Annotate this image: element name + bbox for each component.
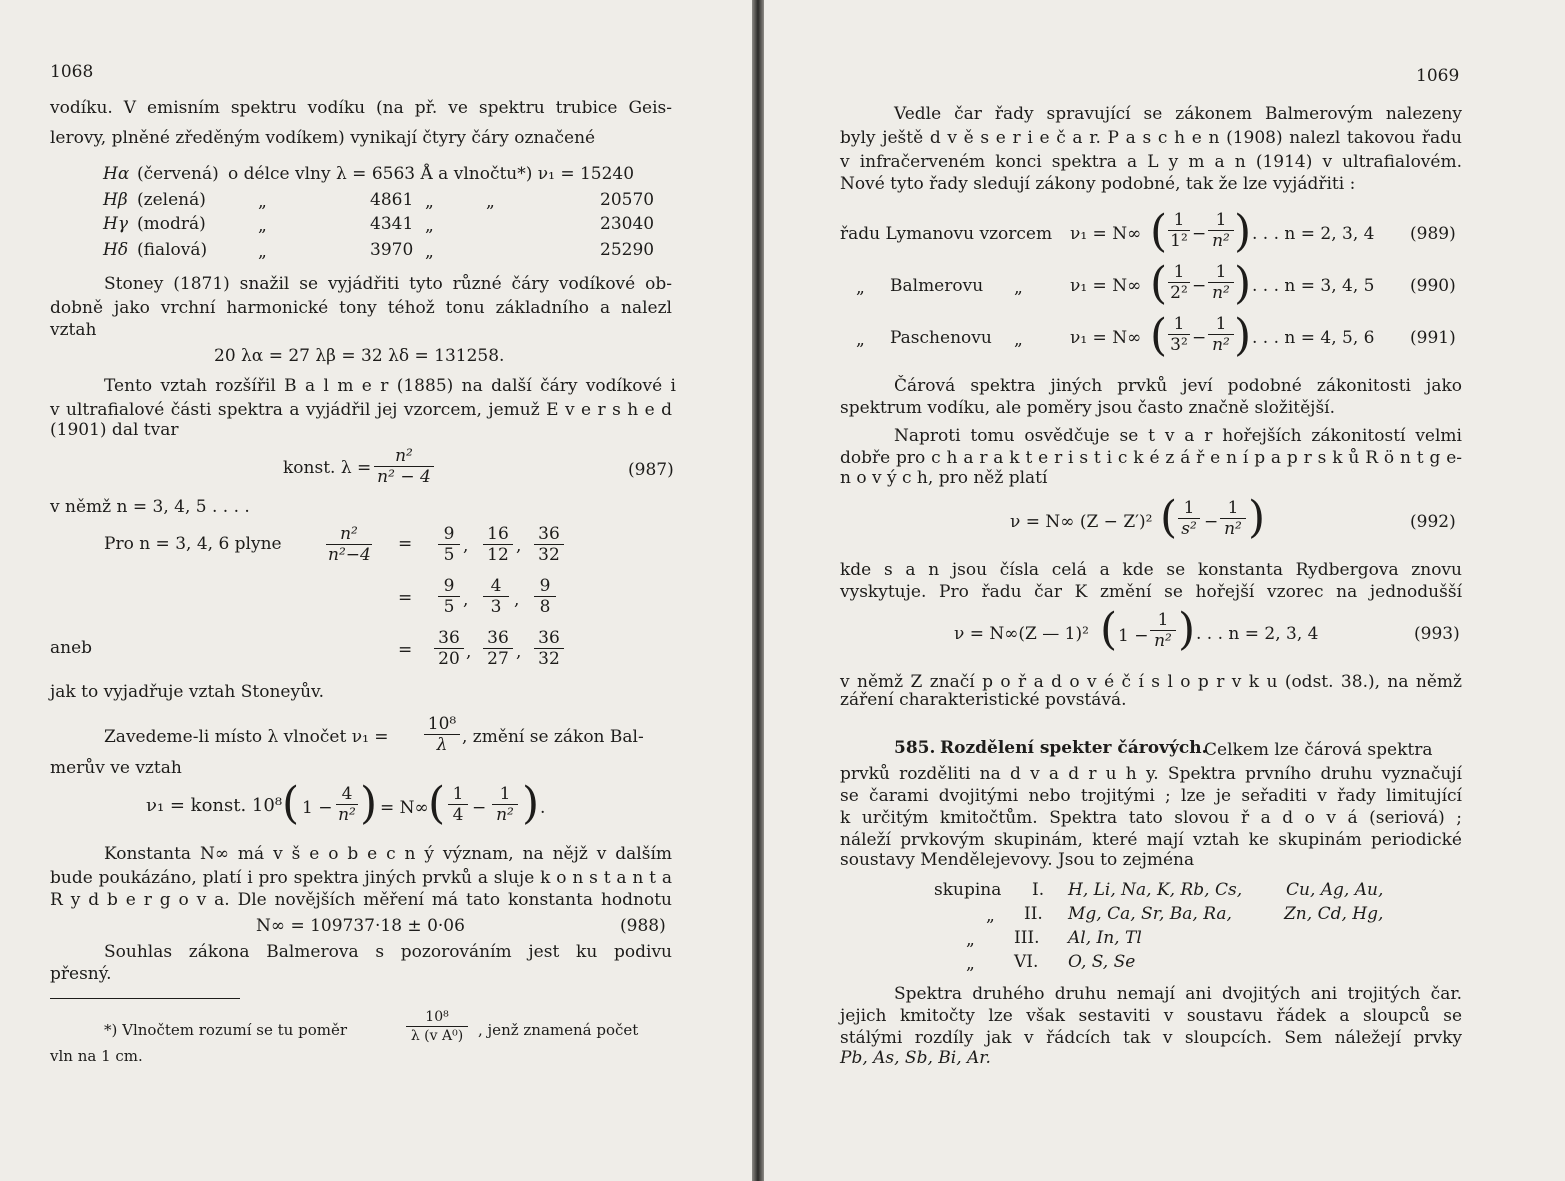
- paragraph-line: záření charakteristické povstává.: [840, 690, 1127, 710]
- parenthesis: ): [522, 778, 540, 829]
- group-label: „: [966, 954, 975, 974]
- footnote-rule: [50, 998, 240, 999]
- comma: ,: [514, 590, 520, 610]
- fraction: $\frac{\text{10⁸}}{\lambda}$: [424, 714, 460, 755]
- fraction: $\frac{1}{\text{s²}}$: [1178, 498, 1200, 539]
- parenthesis: ): [1234, 206, 1252, 257]
- comma: ,: [463, 590, 469, 610]
- fraction: $\frac{4}{3}$: [483, 576, 509, 617]
- paragraph-line: v ultrafialové části spektra a vyjádřil jej vzorcem, jemuž E v e r s h e d: [50, 400, 672, 420]
- line-symbol: Hα: [103, 164, 130, 184]
- paragraph-line: spektrum vodíku, ale poměry jsou často značně složitější.: [840, 398, 1336, 418]
- equation-number: (990): [1410, 276, 1456, 296]
- paragraph-line: v němž n = 3, 4, 5 . . . .: [50, 497, 250, 517]
- series-range: . . . n = 3, 4, 5: [1252, 276, 1375, 296]
- group-roman: III.: [1014, 928, 1040, 948]
- one: 1 −: [302, 798, 333, 818]
- line-wavelength: 4861: [370, 190, 414, 210]
- fraction: $\frac{36}{20}$: [434, 628, 464, 669]
- line-wavenumber: 25290: [600, 240, 655, 260]
- line-wavenumber: 23040: [600, 214, 655, 234]
- paragraph-line: kde s a n jsou čísla celá a kde se konstanta Rydbergova znovu: [840, 560, 1462, 580]
- footnote-line: vln na 1 cm.: [50, 1047, 143, 1065]
- parenthesis: (: [428, 778, 446, 829]
- series-lhs: ν₁ = N∞: [1070, 224, 1142, 244]
- fraction: $\frac{16}{12}$: [483, 524, 513, 565]
- paragraph-line: (1901) dal tvar: [50, 420, 179, 440]
- paragraph-line: Souhlas zákona Balmerova s pozorováním jest ku podivu: [104, 942, 672, 962]
- parenthesis: (: [1100, 604, 1118, 655]
- series-label: Balmerovu: [890, 276, 984, 296]
- parenthesis: ): [1234, 310, 1252, 361]
- fraction: $\frac{36}{32}$: [534, 628, 564, 669]
- parenthesis: ): [360, 778, 378, 829]
- equals-sign: =: [398, 534, 413, 554]
- footnote-line: , jenž znamená počet: [478, 1021, 639, 1039]
- page-number-right: 1069: [1416, 66, 1460, 86]
- equals-sign: =: [398, 588, 413, 608]
- paragraph-line: přesný.: [50, 964, 112, 984]
- equation-993-tail: . . . n = 2, 3, 4: [1196, 624, 1319, 644]
- comma: ,: [463, 536, 469, 556]
- one: 1 −: [1118, 626, 1149, 646]
- paragraph-line: bude poukázáno, platí i pro spektra jiných prvků a sluje k o n s t a n t a: [50, 868, 672, 888]
- group-elements-a: Al, In, Tl: [1068, 928, 1142, 948]
- series-range: . . . n = 4, 5, 6: [1252, 328, 1375, 348]
- ditto-mark: „: [258, 192, 267, 212]
- paragraph-line: vodíku. V emisním spektru vodíku (na př. ve spektru trubice Geis-: [50, 98, 672, 118]
- ditto-mark: „: [1014, 330, 1023, 350]
- parenthesis: (: [1160, 492, 1178, 543]
- ditto-mark: „: [425, 216, 434, 236]
- group-elements-a: Mg, Ca, Sr, Ba, Ra,: [1068, 904, 1232, 924]
- equation-number: (992): [1410, 512, 1456, 532]
- fraction: $\frac{36}{32}$: [534, 524, 564, 565]
- fraction: $\frac{1}{\text{3²}}$: [1168, 314, 1190, 355]
- equation-993-lhs: ν = N∞(Z — 1)²: [954, 624, 1089, 644]
- paragraph-line: prvků rozděliti na d v a d r u h y. Spektra prvního druhu vyznačují: [840, 764, 1462, 784]
- minus-sign: −: [472, 798, 487, 818]
- line-wavelength: 3970: [370, 240, 414, 260]
- fraction: $\frac{4}{\text{n²}}$: [336, 784, 358, 825]
- fraction: $\frac{1}{\text{n²}}$: [1208, 314, 1234, 355]
- paragraph-line: R y d b e r g o v a. Dle novějších měření má tato konstanta hodnotu: [50, 890, 672, 910]
- balmer-equation-mid: = N∞: [380, 798, 429, 818]
- left-page: [0, 0, 752, 1181]
- series-range: . . . n = 2, 3, 4: [1252, 224, 1375, 244]
- comma: ,: [466, 642, 472, 662]
- footnote-fraction: $\frac{\text{10⁸}}{\text{λ (v A⁰)}}$: [406, 1008, 468, 1045]
- paragraph-line: Čárová spektra jiných prvků jeví podobné zákonitosti jako: [894, 376, 1462, 396]
- paragraph-line: dobně jako vrchní harmonické tony téhož tonu základního a nalezl: [50, 298, 672, 318]
- parenthesis: (: [1150, 258, 1168, 309]
- book-gutter: [752, 0, 764, 1181]
- paragraph-line: v němž Z značí p o ř a d o v é č í s l o p r v k u (odst. 38.), na němž: [840, 672, 1462, 692]
- minus-sign: −: [1192, 328, 1207, 348]
- group-roman: VI.: [1014, 952, 1039, 972]
- parenthesis: (: [1150, 310, 1168, 361]
- paragraph-line: aneb: [50, 638, 93, 658]
- paragraph-line: Tento vztah rozšířil B a l m e r (1885) na další čáry vodíkové i: [104, 376, 676, 396]
- group-elements-a: O, S, Se: [1068, 952, 1136, 972]
- paragraph-line: Konstanta N∞ má v š e o b e c n ý význam, na nějž v dalším: [104, 844, 672, 864]
- section-title: Rozdělení spekter čárových.: [940, 738, 1208, 758]
- ditto-mark: „: [856, 330, 865, 350]
- series-label: Paschenovu: [890, 328, 992, 348]
- equation-number: (989): [1410, 224, 1456, 244]
- equation-988: N∞ = 109737·18 ± 0·06: [256, 916, 465, 936]
- paragraph-line: lerovy, plněné zředěným vodíkem) vynikají čtyry čáry označené: [50, 128, 596, 148]
- paragraph-line: v infračerveném konci spektra a L y m a n (1914) v ultrafialovém.: [840, 152, 1462, 172]
- line-color: (červená): [137, 164, 219, 184]
- line-symbol: Hγ: [103, 214, 128, 234]
- line-color: (zelená): [137, 190, 206, 210]
- paragraph-line: Nové tyto řady sledují zákony podobné, tak že lze vyjádřiti :: [840, 174, 1356, 194]
- minus-sign: −: [1192, 276, 1207, 296]
- footnote-line: *) Vlnočtem rozumí se tu poměr: [104, 1021, 347, 1039]
- equation-number: (988): [620, 916, 666, 936]
- paragraph-line: Celkem lze čárová spektra: [1204, 740, 1433, 760]
- parenthesis: (: [282, 778, 300, 829]
- group-elements-a: H, Li, Na, K, Rb, Cs,: [1068, 880, 1243, 900]
- fraction: $\frac{\text{n²}}{\text{n²−4}}$: [328, 524, 371, 565]
- paragraph-line: jak to vyjadřuje vztah Stoneyův.: [50, 682, 325, 702]
- fraction: $\frac{1}{\text{n²}}$: [492, 784, 518, 825]
- equation-number: (991): [1410, 328, 1456, 348]
- fraction: $\frac{9}{5}$: [438, 524, 460, 565]
- equation-992-lhs: ν = N∞ (Z − Z′)²: [1010, 512, 1153, 532]
- ditto-mark: „: [425, 192, 434, 212]
- line-color: (fialová): [137, 240, 208, 260]
- group-label: „: [966, 930, 975, 950]
- fraction: $\frac{9}{5}$: [438, 576, 460, 617]
- fraction: $\frac{1}{\text{2²}}$: [1168, 262, 1190, 303]
- section-number: 585.: [894, 738, 936, 758]
- line-symbol: Hδ: [103, 240, 129, 260]
- page-number-left: 1068: [50, 62, 94, 82]
- group-roman: II.: [1024, 904, 1043, 924]
- parenthesis: ): [1178, 604, 1196, 655]
- ditto-mark: „: [258, 242, 267, 262]
- equation-987-fraction: $\frac{\text{n²}}{\text{n² − 4}}$: [374, 446, 434, 487]
- right-page: [764, 0, 1565, 1181]
- paragraph-line: merův ve vztah: [50, 758, 182, 778]
- ditto-mark: „: [258, 216, 267, 236]
- paragraph-line: Naproti tomu osvědčuje se t v a r hořejších zákonitostí velmi: [894, 426, 1462, 446]
- parenthesis: ): [1248, 492, 1266, 543]
- line-wavelength: 4341: [370, 214, 414, 234]
- paragraph-line: soustavy Mendělejevovy. Jsou to zejména: [840, 850, 1195, 870]
- fraction: $\frac{9}{8}$: [534, 576, 556, 617]
- group-elements-b: Cu, Ag, Au,: [1286, 880, 1384, 900]
- paragraph-line: se čarami dvojitými nebo trojitými ; lze je seřaditi v řady limitující: [840, 786, 1462, 806]
- paragraph-line: , změní se zákon Bal-: [462, 727, 644, 747]
- equals-sign: =: [398, 640, 413, 660]
- paragraph-line: náleží prvkovým skupinám, které mají vztah ke skupinám periodické: [840, 830, 1462, 850]
- fraction: $\frac{1}{\text{n²}}$: [1208, 210, 1234, 251]
- series-lhs: ν₁ = N∞: [1070, 276, 1142, 296]
- paragraph-line: vyskytuje. Pro řadu čar K změní se hořejší vzorec na jednodušší: [840, 582, 1462, 602]
- paragraph-line: stálými rozdíly jak v řádcích tak v sloupcích. Sem náležejí prvky: [840, 1028, 1462, 1048]
- group-elements-b: Zn, Cd, Hg,: [1284, 904, 1384, 924]
- paragraph-line: Vedle čar řady spravující se zákonem Balmerovým nalezeny: [894, 104, 1462, 124]
- stoney-equation: 20 λα = 27 λβ = 32 λδ = 131258.: [214, 346, 505, 366]
- equation-987-lhs: konst. λ =: [283, 458, 372, 478]
- line-wavenumber: 20570: [600, 190, 655, 210]
- series-label: řadu Lymanovu vzorcem: [840, 224, 1053, 244]
- ditto-mark: „: [856, 278, 865, 298]
- ditto-mark: „: [425, 242, 434, 262]
- fraction: $\frac{1}{\text{n²}}$: [1220, 498, 1246, 539]
- line-symbol: Hβ: [103, 190, 128, 210]
- paragraph-line: Pb, As, Sb, Bi, Ar.: [840, 1048, 991, 1068]
- group-label: skupina: [934, 880, 1002, 900]
- equation-number: (987): [628, 460, 674, 480]
- fraction: $\frac{1}{\text{1²}}$: [1168, 210, 1190, 251]
- paragraph-line: byly ještě d v ě s e r i e č a r. P a s c h e n (1908) nalezl takovou řadu: [840, 128, 1462, 148]
- minus-sign: −: [1204, 512, 1219, 532]
- ditto-mark: „: [1014, 278, 1023, 298]
- group-roman: I.: [1032, 880, 1045, 900]
- paragraph-line: dobře pro c h a r a k t e r i s t i c k é z á ř e n í p a p r s k ů R ö n t g e-: [840, 448, 1462, 468]
- fraction: $\frac{1}{4}$: [448, 784, 468, 825]
- paragraph-line: n o v ý c h, pro něž platí: [840, 468, 1048, 488]
- fraction: $\frac{1}{\text{n²}}$: [1150, 610, 1176, 651]
- paragraph-line: vztah: [50, 320, 97, 340]
- paragraph-line: jejich kmitočty lze však sestaviti v soustavu řádek a sloupců se: [840, 1006, 1462, 1026]
- paragraph-line: k určitým kmitočtům. Spektra tato slovou ř a d o v á (seriová) ;: [840, 808, 1462, 828]
- paragraph-line: Stoney (1871) snažil se vyjádřiti tyto různé čáry vodíkové ob-: [104, 274, 672, 294]
- fraction: $\frac{1}{\text{n²}}$: [1208, 262, 1234, 303]
- equation-number: (993): [1414, 624, 1460, 644]
- comma: ,: [516, 536, 522, 556]
- balmer-equation-lhs: ν₁ = konst. 10⁸: [146, 795, 283, 816]
- parenthesis: (: [1150, 206, 1168, 257]
- minus-sign: −: [1192, 224, 1207, 244]
- comma: ,: [516, 642, 522, 662]
- paragraph-line: Zavedeme-li místo λ vlnočet ν₁ =: [104, 727, 389, 747]
- fraction: $\frac{36}{27}$: [483, 628, 513, 669]
- line-description: o délce vlny λ = 6563 Å a vlnočtu*) ν₁ = 15240: [228, 164, 635, 184]
- series-lhs: ν₁ = N∞: [1070, 328, 1142, 348]
- parenthesis: ): [1234, 258, 1252, 309]
- paragraph-line: Spektra druhého druhu nemají ani dvojitých ani trojitých čar.: [894, 984, 1462, 1004]
- period: .: [540, 798, 546, 818]
- group-label: „: [986, 906, 995, 926]
- line-color: (modrá): [137, 214, 206, 234]
- paragraph-line: Pro n = 3, 4, 6 plyne: [104, 534, 282, 554]
- ditto-mark: „: [486, 192, 495, 212]
